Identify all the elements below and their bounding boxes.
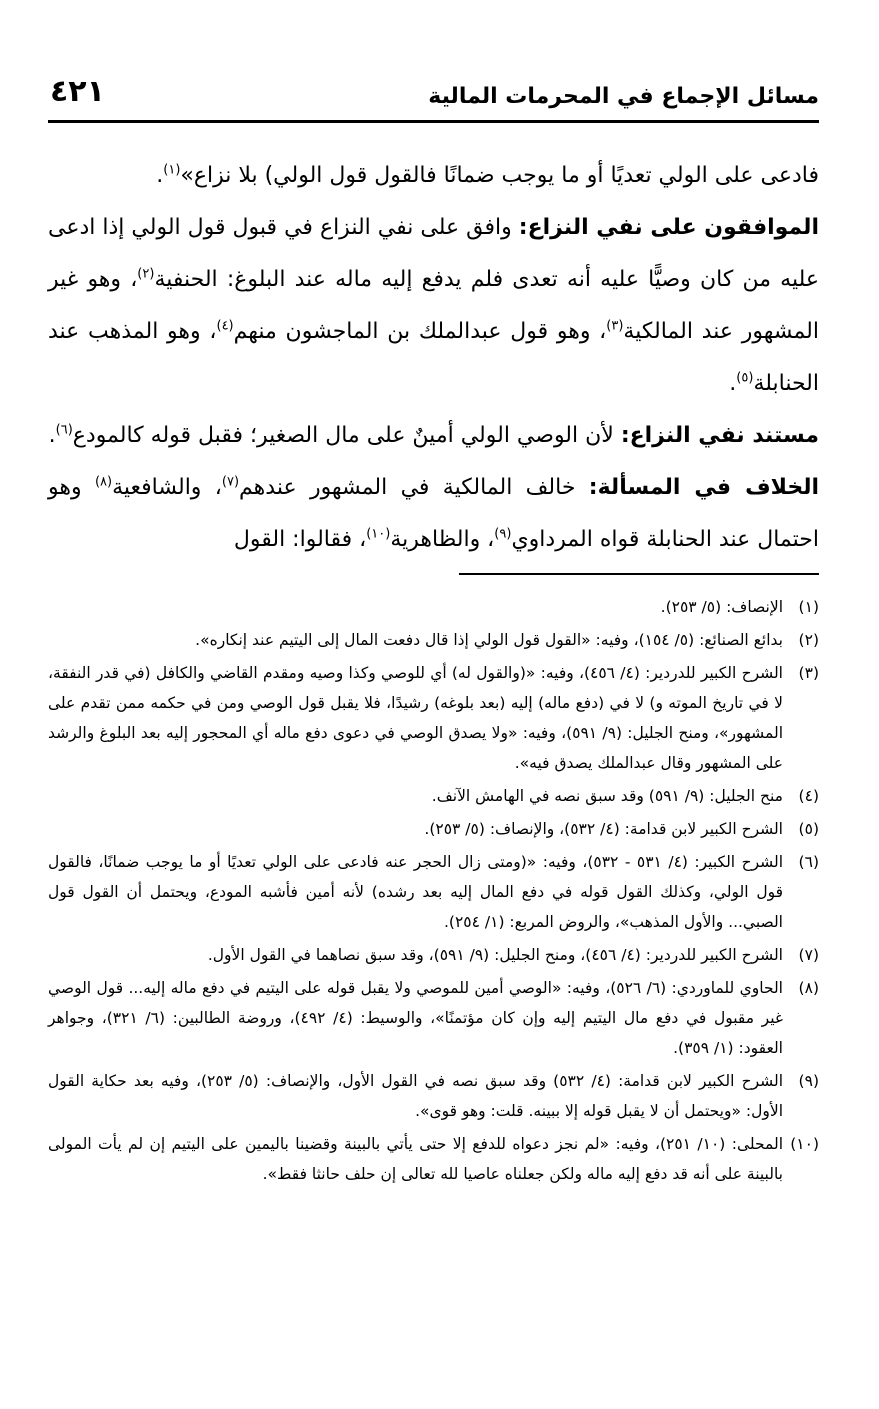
footnote-text: المحلى: (١٠/ ٢٥١)، وفيه: «لم نجز دعواه للدفع إلا حتى يأتي بالبينة وقضينا باليمين على اليتيم إن لم يأت المولى بالبينة على أنه قد دفع إليه ماله ولكن جعلناه عاصيا لله تعالى إن حلف حانثا فقط». — [48, 1135, 783, 1183]
footnote-ref-9: (٩) — [494, 526, 512, 542]
footnote-text: الشرح الكبير لابن قدامة: (٤/ ٥٣٢) وقد سبق نصه في القول الأول، والإنصاف: (٥/ ٢٥٣)، وفيه بعد حكاية القول الأول: «ويحتمل أن لا يقبل قوله إلا ببينه. قلت: وهو قوى». — [48, 1072, 784, 1120]
footnote-number: (٨) — [798, 979, 819, 997]
section-heading-basis: مستند نفي النزاع: — [620, 423, 819, 448]
p1-end: . — [156, 163, 164, 188]
footnote-text: الإنصاف: (٥/ ٢٥٣). — [660, 598, 783, 616]
footnote-text: الحاوي للماوردي: (٦/ ٥٢٦)، وفيه: «الوصي أمين للموصي ولا يقبل قوله على اليتيم في دفع ماله إليه... قول الوصي غير مقبول في دفع مال اليتيم إليه وإن كان مؤتمنًا»، والوسيط: (٤/ ٤٩٢)، وروضة الطالبين: (٦/ ٣٢١)، وجواهر العقود: (١/ ٣٥٩). — [48, 979, 784, 1057]
footnote-ref-4: (٤) — [216, 318, 234, 334]
footnote-text: الشرح الكبير للدردير: (٤/ ٤٥٦)، وفيه: «(والقول له) أي للوصي وكذا وصيه ومقدم القاضي والكافل (في قدر النفقة، لا في تاريخ الموته و) لا في (دفع ماله) إليه (بعد بلوغه) رشيدًا، فلا يقبل قول الوصي ومن في حكمه ممن تقدم على المشهور»، ومنح الجليل: (٩/ ٥٩١)، وفيه: «ولا يصدق الوصي في دعوى دفع ماله أي المحجور إليه بعد البلوغ والرشد على المشهور وقال عبدالملك يصدق فيه». — [48, 664, 783, 772]
footnote-10 — [48, 1129, 819, 1189]
footnote-text: منح الجليل: (٩/ ٥٩١) وقد سبق نصه في الهامش الآنف. — [431, 787, 783, 805]
paragraph-1 — [48, 150, 819, 202]
footnote-text: الشرح الكبير: (٤/ ٥٣١ - ٥٣٢)، وفيه: «(ومتى زال الحجر عنه فادعى على الولي تعديًا أو ما يوجب ضمانًا، فالقول قول الولي، وكذلك القول قوله في دفع المال إليه بعد رشده) لأنه أمين فأشبه المودع، ويحتمل أن القول قول الصبي... والأول المذهب»، والروض المربع: (١/ ٢٥٤). — [48, 853, 783, 931]
page-number: ٤٢١ — [50, 74, 105, 109]
footnote-4 — [48, 781, 819, 811]
p2-text-d: ، وهو المذهب عند الحنابلة — [48, 319, 819, 396]
footnote-ref-10: (١٠) — [366, 526, 391, 542]
footnote-ref-3: (٣) — [606, 318, 624, 334]
footnote-9 — [48, 1066, 819, 1126]
footnote-number: (١٠) — [790, 1135, 819, 1153]
p1-text: فادعى على الولي تعديًا أو ما يوجب ضمانًا فالقول قول الولي) بلا نزاع» — [180, 163, 819, 188]
footnote-number: (٩) — [798, 1072, 819, 1090]
footnote-number: (١) — [798, 598, 819, 616]
footnote-separator — [459, 573, 819, 575]
p4-text-e: ، فقالوا: القول — [233, 527, 367, 552]
footnote-2 — [48, 625, 819, 655]
section-heading-agreement: الموافقون على نفي النزاع: — [518, 215, 819, 240]
footnote-number: (٣) — [798, 664, 819, 682]
running-title: مسائل الإجماع في المحرمات المالية — [428, 84, 819, 109]
footnote-5 — [48, 814, 819, 844]
footnote-number: (٤) — [798, 787, 819, 805]
footnotes — [48, 592, 819, 1192]
footnote-3 — [48, 658, 819, 778]
p2-text-a: وافق على نفي النزاع في قبول قول الولي إذا ادعى عليه من كان وصيًّا عليه أنه تعدى فلم يدفع إليه ماله عند البلوغ: الحنفية — [48, 215, 819, 292]
p4-text-b: ، والشافعية — [112, 475, 222, 500]
p2-end: . — [729, 371, 737, 396]
footnote-8 — [48, 973, 819, 1063]
p3-end: . — [48, 423, 56, 448]
footnote-7 — [48, 940, 819, 970]
footnote-ref-6: (٦) — [55, 422, 73, 438]
footnote-ref-8: (٨) — [94, 474, 113, 490]
footnote-ref-2: (٢) — [137, 266, 155, 282]
footnote-number: (٥) — [798, 820, 819, 838]
footnote-text: بدائع الصنائع: (٥/ ١٥٤)، وفيه: «القول قول الولي إذا قال دفعت المال إلى اليتيم عند إنكاره». — [195, 631, 783, 649]
footnote-ref-7: (٧) — [221, 474, 240, 490]
footnote-ref-1: (١) — [163, 162, 181, 178]
page-header — [48, 70, 819, 123]
footnote-number: (٧) — [798, 946, 819, 964]
footnote-ref-5: (٥) — [736, 370, 754, 386]
p3-text-a: لأن الوصي الولي أمينٌ على مال الصغير؛ فقبل قوله كالمودع — [72, 423, 621, 448]
paragraph-4 — [48, 462, 819, 566]
paragraph-3 — [48, 410, 819, 462]
p2-text-b: ، وهو غير المشهور عند المالكية — [48, 267, 820, 344]
paragraph-2 — [48, 202, 819, 410]
section-heading-dispute: الخلاف في المسألة: — [588, 475, 820, 500]
footnote-text: الشرح الكبير للدردير: (٤/ ٤٥٦)، ومنح الجليل: (٩/ ٥٩١)، وقد سبق نصاهما في القول الأول. — [207, 946, 783, 964]
footnote-number: (٦) — [798, 853, 819, 871]
footnote-6 — [48, 847, 819, 937]
main-text — [48, 150, 819, 566]
p4-text-c: وهو احتمال عند الحنابلة قواه المرداوي — [48, 475, 819, 552]
footnote-1 — [48, 592, 819, 622]
p2-text-c: ، وهو قول عبدالملك بن الماجشون منهم — [233, 319, 607, 344]
footnote-text: الشرح الكبير لابن قدامة: (٤/ ٥٣٢)، والإنصاف: (٥/ ٢٥٣). — [424, 820, 783, 838]
p4-text-d: ، والظاهرية — [390, 527, 495, 552]
p4-text-a: خالف المالكية في المشهور عندهم — [239, 475, 589, 500]
footnote-number: (٢) — [798, 631, 819, 649]
